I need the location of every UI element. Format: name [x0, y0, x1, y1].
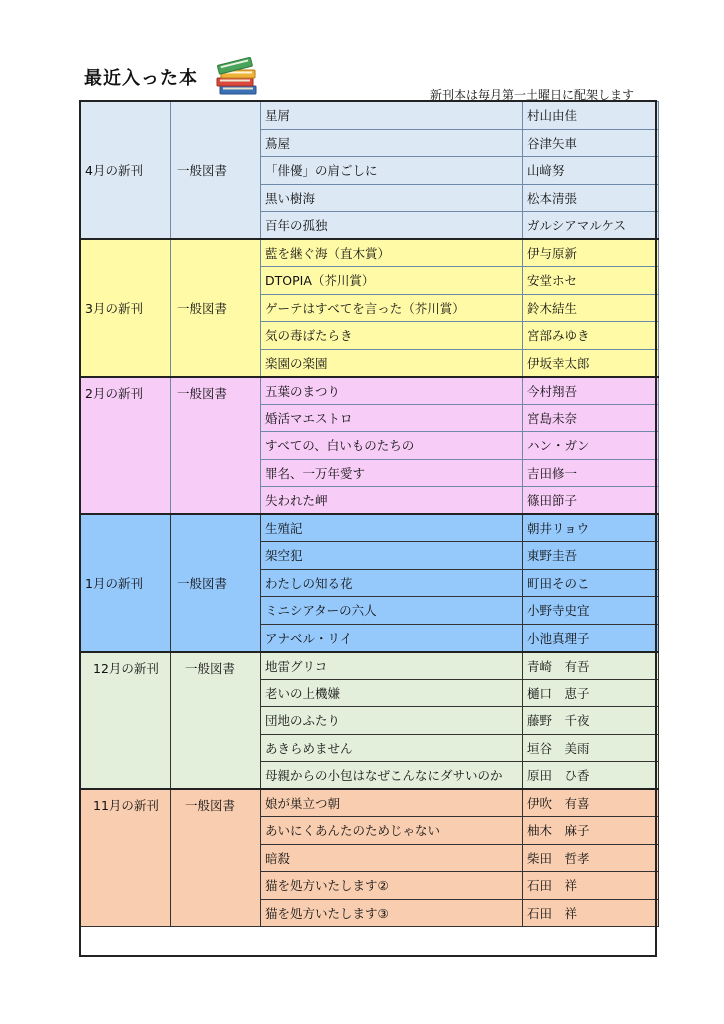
table-row [81, 514, 659, 542]
book-title: 蔦屋 [261, 129, 523, 157]
book-title: 星屑 [261, 102, 523, 130]
book-author: 伊坂幸太郎 [523, 349, 659, 377]
book-title: 猫を処方いたします③ [261, 899, 523, 927]
category-label: 一般図書 [171, 377, 261, 515]
month-label: 2月の新刊 [81, 377, 171, 515]
table-row [81, 789, 659, 817]
book-author: 山﨑努 [523, 157, 659, 185]
month-label: 3月の新刊 [81, 239, 171, 377]
book-author: 今村翔吾 [523, 377, 659, 405]
book-author: 伊吹 有喜 [523, 789, 659, 817]
book-title: わたしの知る花 [261, 569, 523, 597]
category-label: 一般図書 [171, 514, 261, 652]
book-author: 宮部みゆき [523, 322, 659, 350]
book-title: 地雷グリコ [261, 652, 523, 680]
book-author: 小野寺史宜 [523, 597, 659, 625]
book-author: 原田 ひ香 [523, 762, 659, 790]
book-author: 樋口 恵子 [523, 679, 659, 707]
book-author: 青崎 有吾 [523, 652, 659, 680]
book-title: 生殖記 [261, 514, 523, 542]
book-author: 宮島未奈 [523, 404, 659, 432]
book-title: 母親からの小包はなぜこんなにダサいのか [261, 762, 523, 790]
book-author: 篠田節子 [523, 487, 659, 515]
book-author: ガルシアマルケス [523, 212, 659, 240]
book-author: 柴田 哲孝 [523, 844, 659, 872]
book-title: アナベル・リイ [261, 624, 523, 652]
book-title: 藍を継ぐ海（直木賞） [261, 239, 523, 267]
book-author: 伊与原新 [523, 239, 659, 267]
book-author: 谷津矢車 [523, 129, 659, 157]
book-title: 架空犯 [261, 542, 523, 570]
table-row [81, 377, 659, 405]
book-title: 婚活マエストロ [261, 404, 523, 432]
book-title: 猫を処方いたします② [261, 872, 523, 900]
book-title: 罪名、一万年愛す [261, 459, 523, 487]
book-title: ミニシアターの六人 [261, 597, 523, 625]
book-title: 気の毒ばたらき [261, 322, 523, 350]
book-author: 村山由佳 [523, 102, 659, 130]
book-author: 藤野 千夜 [523, 707, 659, 735]
book-title: 「俳優」の肩ごしに [261, 157, 523, 185]
page-title: 最近入った本 [84, 68, 198, 89]
table-row [81, 652, 659, 680]
category-label: 一般図書 [171, 789, 261, 927]
book-stack-icon [214, 56, 260, 98]
book-author: ハン・ガン [523, 432, 659, 460]
month-label: 1月の新刊 [81, 514, 171, 652]
table-row [81, 102, 659, 130]
book-title: 百年の孤独 [261, 212, 523, 240]
book-author: 松本清張 [523, 184, 659, 212]
book-author: 小池真理子 [523, 624, 659, 652]
book-title: 暗殺 [261, 844, 523, 872]
book-title: すべての、白いものたちの [261, 432, 523, 460]
book-title: 楽園の楽園 [261, 349, 523, 377]
book-author: 垣谷 美雨 [523, 734, 659, 762]
category-label: 一般図書 [171, 652, 261, 790]
book-title: DTOPIA（芥川賞） [261, 267, 523, 295]
book-author: 朝井リョウ [523, 514, 659, 542]
book-author: 東野圭吾 [523, 542, 659, 570]
book-author: 鈴木結生 [523, 294, 659, 322]
book-author: 町田そのこ [523, 569, 659, 597]
book-author: 柚木 麻子 [523, 817, 659, 845]
book-title: ゲーテはすべてを言った（芥川賞） [261, 294, 523, 322]
month-label: 4月の新刊 [81, 102, 171, 240]
book-title: 団地のふたり [261, 707, 523, 735]
book-title: 失われた岬 [261, 487, 523, 515]
book-title: 老いの上機嫌 [261, 679, 523, 707]
book-author: 安堂ホセ [523, 267, 659, 295]
category-label: 一般図書 [171, 102, 261, 240]
table-row [81, 239, 659, 267]
book-author: 石田 祥 [523, 899, 659, 927]
book-author: 吉田修一 [523, 459, 659, 487]
book-title: 娘が巣立つ朝 [261, 789, 523, 817]
new-books-table [80, 101, 659, 927]
book-title: あいにくあんたのためじゃない [261, 817, 523, 845]
shelving-note: 新刊本は毎月第一土曜日に配架します [430, 88, 635, 102]
category-label: 一般図書 [171, 239, 261, 377]
book-author: 石田 祥 [523, 872, 659, 900]
book-title: 五葉のまつり [261, 377, 523, 405]
month-label: 11月の新刊 [81, 789, 171, 927]
book-title: 黒い樹海 [261, 184, 523, 212]
book-title: あきらめません [261, 734, 523, 762]
month-label: 12月の新刊 [81, 652, 171, 790]
